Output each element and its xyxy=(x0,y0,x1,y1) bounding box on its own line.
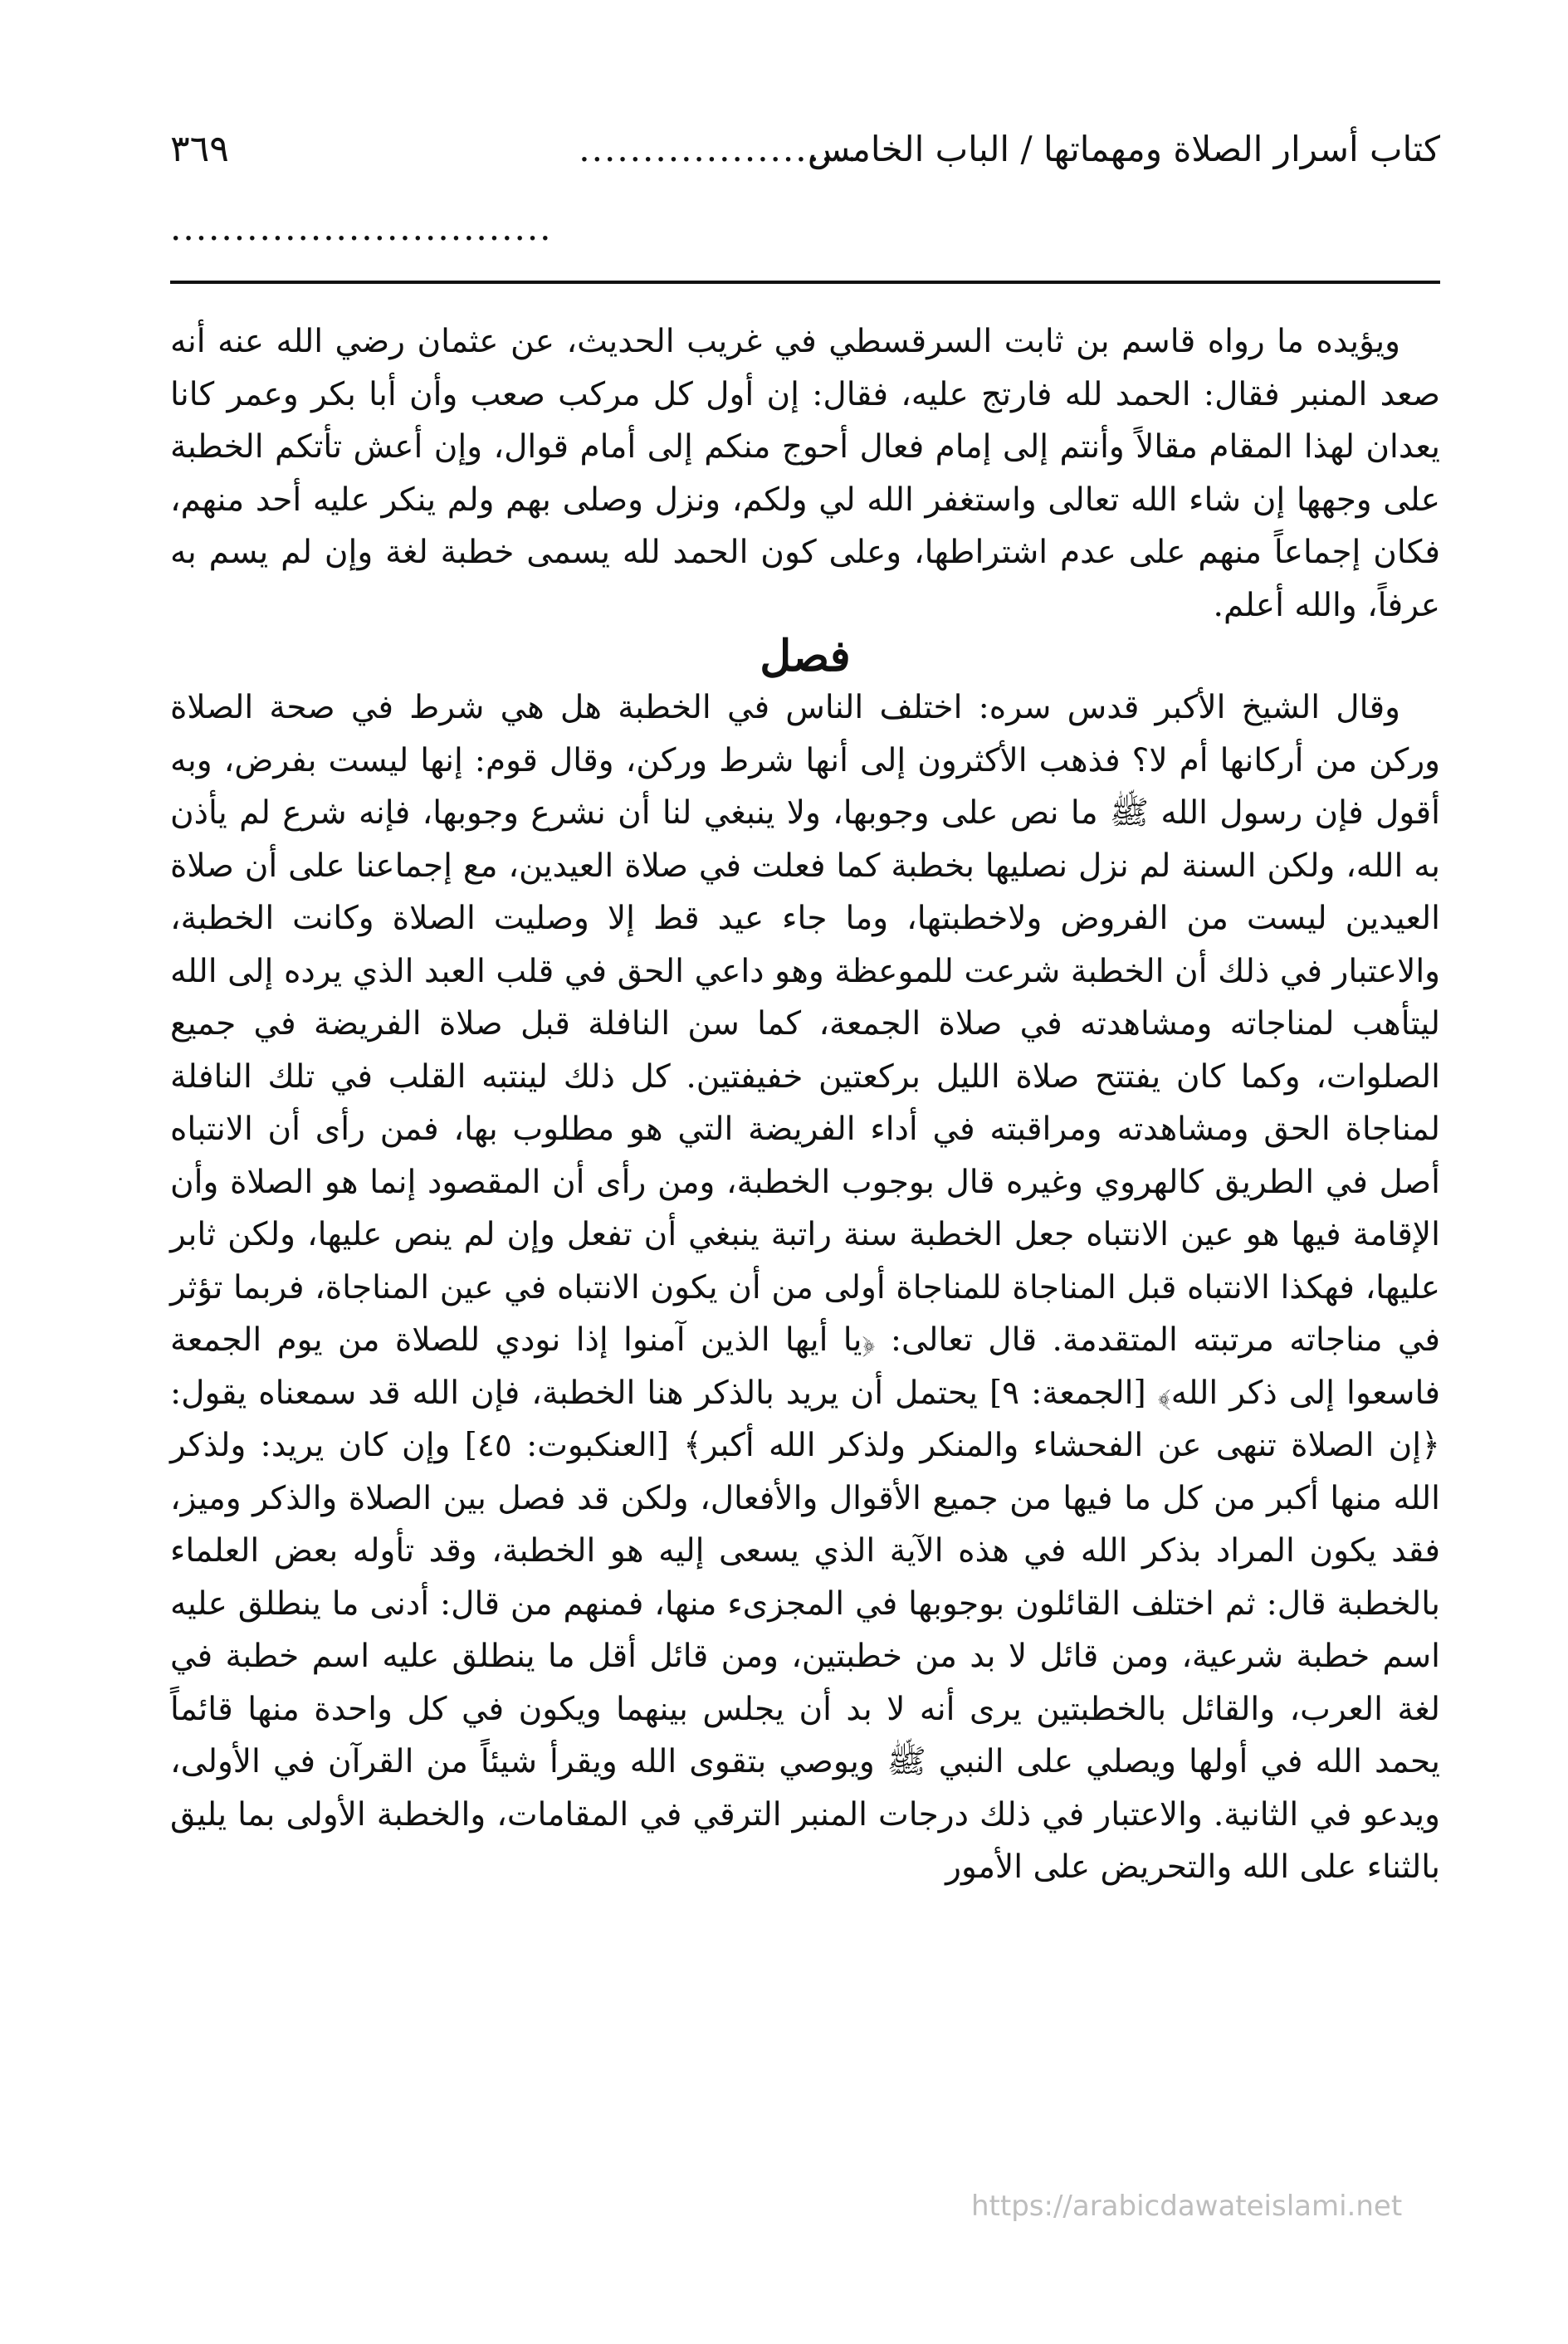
header-leader-dots: ...................... xyxy=(579,129,859,169)
header-dots-line: .............................. xyxy=(170,208,553,248)
running-header xyxy=(170,125,1440,191)
page-number: ٣٦٩ xyxy=(170,128,229,170)
header-rule xyxy=(170,281,1440,284)
section-title: فصل xyxy=(760,631,851,681)
page-body xyxy=(170,315,1440,1894)
paragraph-2: وقال الشيخ الأكبر قدس سره: اختلف الناس في الخطبة هل هي شرط في صحة الصلاة وركن من أركانها أم لا؟ فذهب الأكثرون إلى أنها شرط وركن، وقال قوم: إنها ليست بفرض، وبه أقول فإن رسول الله ﷺ ما نص على وجوبها، ولا ينبغي لنا أن نشرع وجوبها، فإنه شرع لم يأذن به الله، ولكن السنة لم نزل نصليها بخطبة كما فعلت في صلاة العيدين، مع إجماعنا على أن صلاة العيدين ليست من الفروض ولاخطبتها، وما جاء عيد قط إلا وصليت الصلاة وكانت الخطبة، والاعتبار في ذلك أن الخطبة شرعت للموعظة وهو داعي الحق في قلب العبد الذي يرده إلى الله ليتأهب لمناجاته ومشاهدته في صلاة الجمعة، كما سن النافلة قبل صلاة الفريضة في جميع الصلوات، وكما كان يفتتح صلاة الليل بركعتين خفيفتين. كل ذلك لينتبه القلب في تلك النافلة لمناجاة الحق ومشاهدته ومراقبته في أداء الفريضة التي هو مطلوب بها، فمن رأى أن الانتباه أصل في الطريق كالهروي وغيره قال بوجوب الخطبة، ومن رأى أن المقصود إنما هو الصلاة وأن الإقامة فيها هو عين الانتباه جعل الخطبة سنة راتبة ينبغي أن تفعل وإن لم ينص عليها، ولكن ثابر عليها، فهكذا الانتباه قبل المناجاة للمناجاة أولى من أن يكون الانتباه في عين المناجاة، فربما تؤثر في مناجاته مرتبته المتقدمة. قال تعالى: ﴿يا أيها الذين آمنوا إذا نودي للصلاة من يوم الجمعة فاسعوا إلى ذكر الله﴾ [الجمعة: ٩] يحتمل أن يريد بالذكر هنا الخطبة، فإن الله قد سمعناه يقول: ﴿إن الصلاة تنهى عن الفحشاء والمنكر ولذكر الله أكبر﴾ [العنكبوت: ٤٥] وإن كان يريد: ولذكر الله منها أكبر من كل ما فيها من جميع الأقوال والأفعال، ولكن قد فصل بين الصلاة والذكر وميز، فقد يكون المراد بذكر الله في هذه الآية الذي يسعى إليه هو الخطبة، وقد تأوله بعض العلماء بالخطبة قال: ثم اختلف القائلون بوجوبها في المجزىء منها، فمنهم من قال: أدنى ما ينطلق عليه اسم خطبة شرعية، ومن قائل لا بد من خطبتين، ومن قائل أقل ما ينطلق عليه اسم خطبة في لغة العرب، والقائل بالخطبتين يرى أنه لا بد أن يجلس بينهما ويكون في كل واحدة منها قائماً يحمد الله في أولها ويصلي على النبي ﷺ ويوصي بتقوى الله ويقرأ شيئاً من القرآن في الأولى، ويدعو في الثانية. والاعتبار في ذلك درجات المنبر الترقي في المقامات، والخطبة الأولى بما يليق بالثناء على الله والتحريض على الأمور xyxy=(170,689,1440,1886)
paragraph-1: ويؤيده ما رواه قاسم بن ثابت السرقسطي في غريب الحديث، عن عثمان رضي الله عنه أنه صعد المنبر فقال: الحمد لله فارتج عليه، فقال: إن أول كل مركب صعب وأن أبا بكر وعمر كانا يعدان لهذا المقام مقالاً وأنتم إلى إمام فعال أحوج منكم إلى أمام قوال، وإن أعش تأتكم الخطبة على وجهها إن شاء الله تعالى واستغفر الله لي ولكم، ونزل وصلى بهم ولم ينكر عليه أحد منهم، فكان إجماعاً منهم على عدم اشتراطها، وعلى كون الحمد لله يسمى خطبة لغة وإن لم يسم به عرفاً، والله أعلم. xyxy=(170,323,1440,624)
header-title: كتاب أسرار الصلاة ومهماتها / الباب الخامس xyxy=(807,129,1440,169)
watermark-url: https://arabicdawateislami.net xyxy=(971,2190,1403,2223)
